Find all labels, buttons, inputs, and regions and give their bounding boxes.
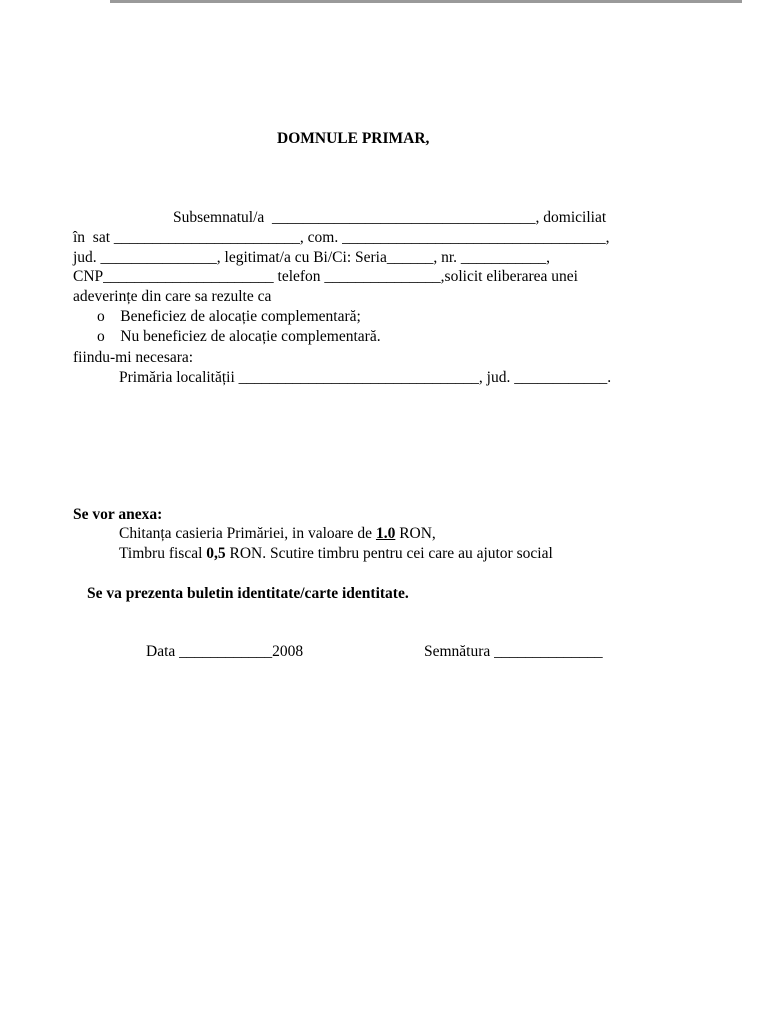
body-line-4: CNP______________________ telefon _______________,solicit eliberarea unei	[73, 268, 578, 285]
option-item	[97, 327, 381, 347]
page-title: DOMNULE PRIMAR,	[277, 130, 430, 147]
option-label: Beneficiez de alocație complementară;	[120, 308, 361, 325]
annex-heading: Se vor anexa:	[73, 506, 163, 523]
top-rule	[110, 0, 742, 3]
body-line-2: în sat ________________________, com. __________________________________,	[73, 229, 610, 246]
bullet-circle-icon: o	[97, 328, 105, 345]
name-blank: __________________________________	[272, 209, 536, 226]
id-notice: Se va prezenta buletin identitate/carte identitate.	[87, 585, 409, 602]
signature-field: Semnătura ______________	[424, 643, 603, 660]
body-line-1	[173, 208, 606, 228]
annex-item-1: Chitanța casieria Primăriei, in valoare de 1.0 RON,	[119, 525, 436, 542]
option-label: Nu beneficiez de alocație complementară.	[120, 328, 381, 345]
domiciliat-label: , domiciliat	[535, 209, 607, 226]
fee-amount: 1.0	[375, 525, 396, 542]
bullet-circle-icon: o	[97, 308, 105, 325]
body-line-8: fiindu-mi necesara:	[73, 349, 194, 366]
date-field: Data ____________2008	[146, 643, 304, 660]
annex-item-2: Timbru fiscal 0,5 RON. Scutire timbru pentru cei care au ajutor social	[119, 545, 553, 562]
subsemnatul-label: Subsemnatul/a	[173, 209, 265, 226]
option-item	[97, 307, 361, 327]
body-line-9: Primăria localității _______________________________, jud. ____________.	[119, 369, 612, 386]
body-line-3: jud. _______________, legitimat/a cu Bi/Ci: Seria______, nr. ___________,	[73, 249, 551, 266]
body-line-5: adeverințe din care sa rezulte ca	[73, 288, 272, 305]
stamp-amount: 0,5	[206, 545, 226, 562]
